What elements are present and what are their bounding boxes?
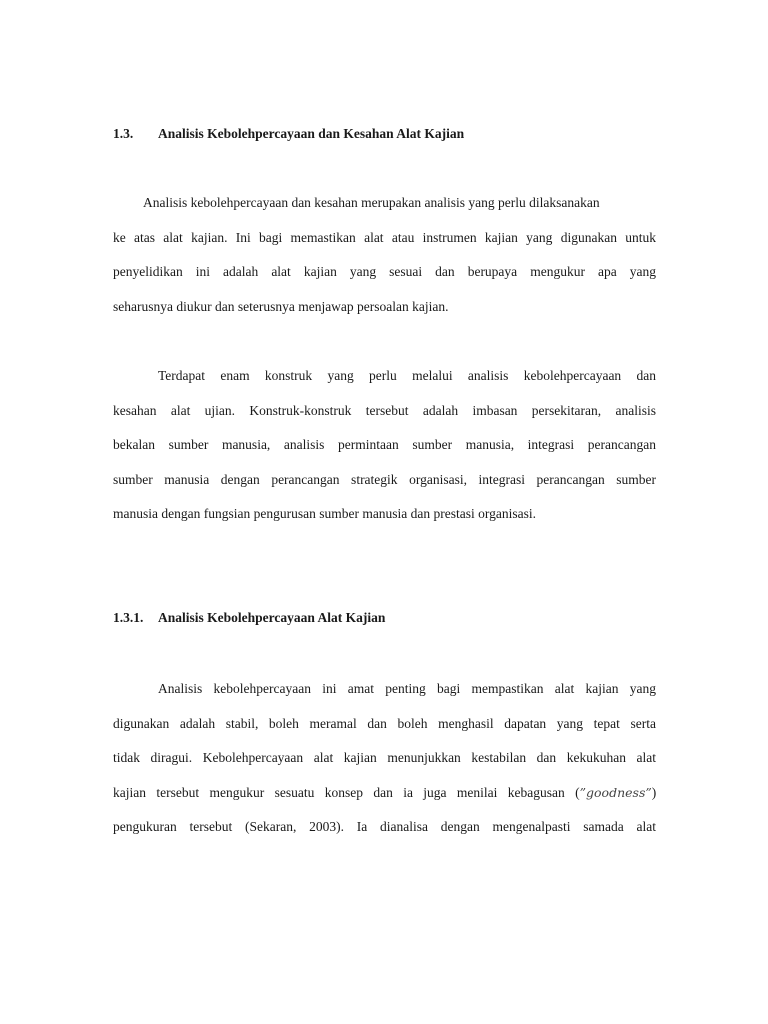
goodness-term: ”goodness”	[579, 784, 652, 800]
paragraph-line: sumber manusia dengan perancangan strategik organisasi, integrasi perancangan sumber	[113, 471, 656, 487]
section-number: 1.3.1.	[113, 610, 144, 625]
close-paren: )	[651, 784, 657, 800]
paragraph-2	[113, 359, 656, 532]
section-title: Analisis Kebolehpercayaan Alat Kajian	[158, 610, 386, 625]
paragraph-line: ke atas alat kajian. Ini bagi memastikan alat atau instrumen kajian yang digunakan untuk	[113, 229, 656, 245]
paragraph-line: Terdapat enam konstruk yang perlu melalui analisis kebolehpercayaan dan	[158, 368, 656, 383]
paragraph-3	[113, 672, 656, 845]
section-heading-1-3-1	[113, 610, 385, 626]
section-title: Analisis Kebolehpercayaan dan Kesahan Alat Kajian	[158, 126, 465, 141]
paragraph-line: kesahan alat ujian. Konstruk-konstruk tersebut adalah imbasan persekitaran, analisis	[113, 402, 656, 418]
section-number: 1.3.	[113, 126, 134, 141]
paragraph-line	[113, 186, 656, 221]
paragraph-line: digunakan adalah stabil, boleh meramal dan boleh menghasil dapatan yang tepat serta	[113, 715, 656, 731]
line-text	[113, 776, 656, 811]
paragraph-line: bekalan sumber manusia, analisis permintaan sumber manusia, integrasi perancangan	[113, 437, 656, 452]
paragraph-line: pengukuran tersebut (Sekaran, 2003). Ia dianalisa dengan mengenalpasti samada alat	[113, 819, 656, 834]
paragraph-line: manusia dengan fungsian pengurusan sumber manusia dan prestasi organisasi.	[113, 506, 537, 521]
line-text: Analisis kebolehpercayaan dan kesahan merupakan analisis yang perlu dilaksanakan	[143, 195, 600, 210]
paragraph-line: Analisis kebolehpercayaan ini amat penting bagi mempastikan alat kajian yang	[158, 681, 656, 696]
line-text-main: kajian tersebut mengukur sesuatu konsep dan ia juga menilai kebagusan (	[113, 784, 580, 800]
paragraph-line: penyelidikan ini adalah alat kajian yang sesuai dan berupaya mengukur apa yang	[113, 264, 656, 279]
paragraph-1	[113, 186, 656, 324]
section-heading-1-3	[113, 126, 464, 142]
paragraph-line: seharusnya diukur dan seterusnya menjawap persoalan kajian.	[113, 298, 449, 314]
paragraph-line: tidak diragui. Kebolehpercayaan alat kajian menunjukkan kestabilan dan kekukuhan alat	[113, 750, 656, 765]
paragraph-line	[113, 776, 656, 811]
